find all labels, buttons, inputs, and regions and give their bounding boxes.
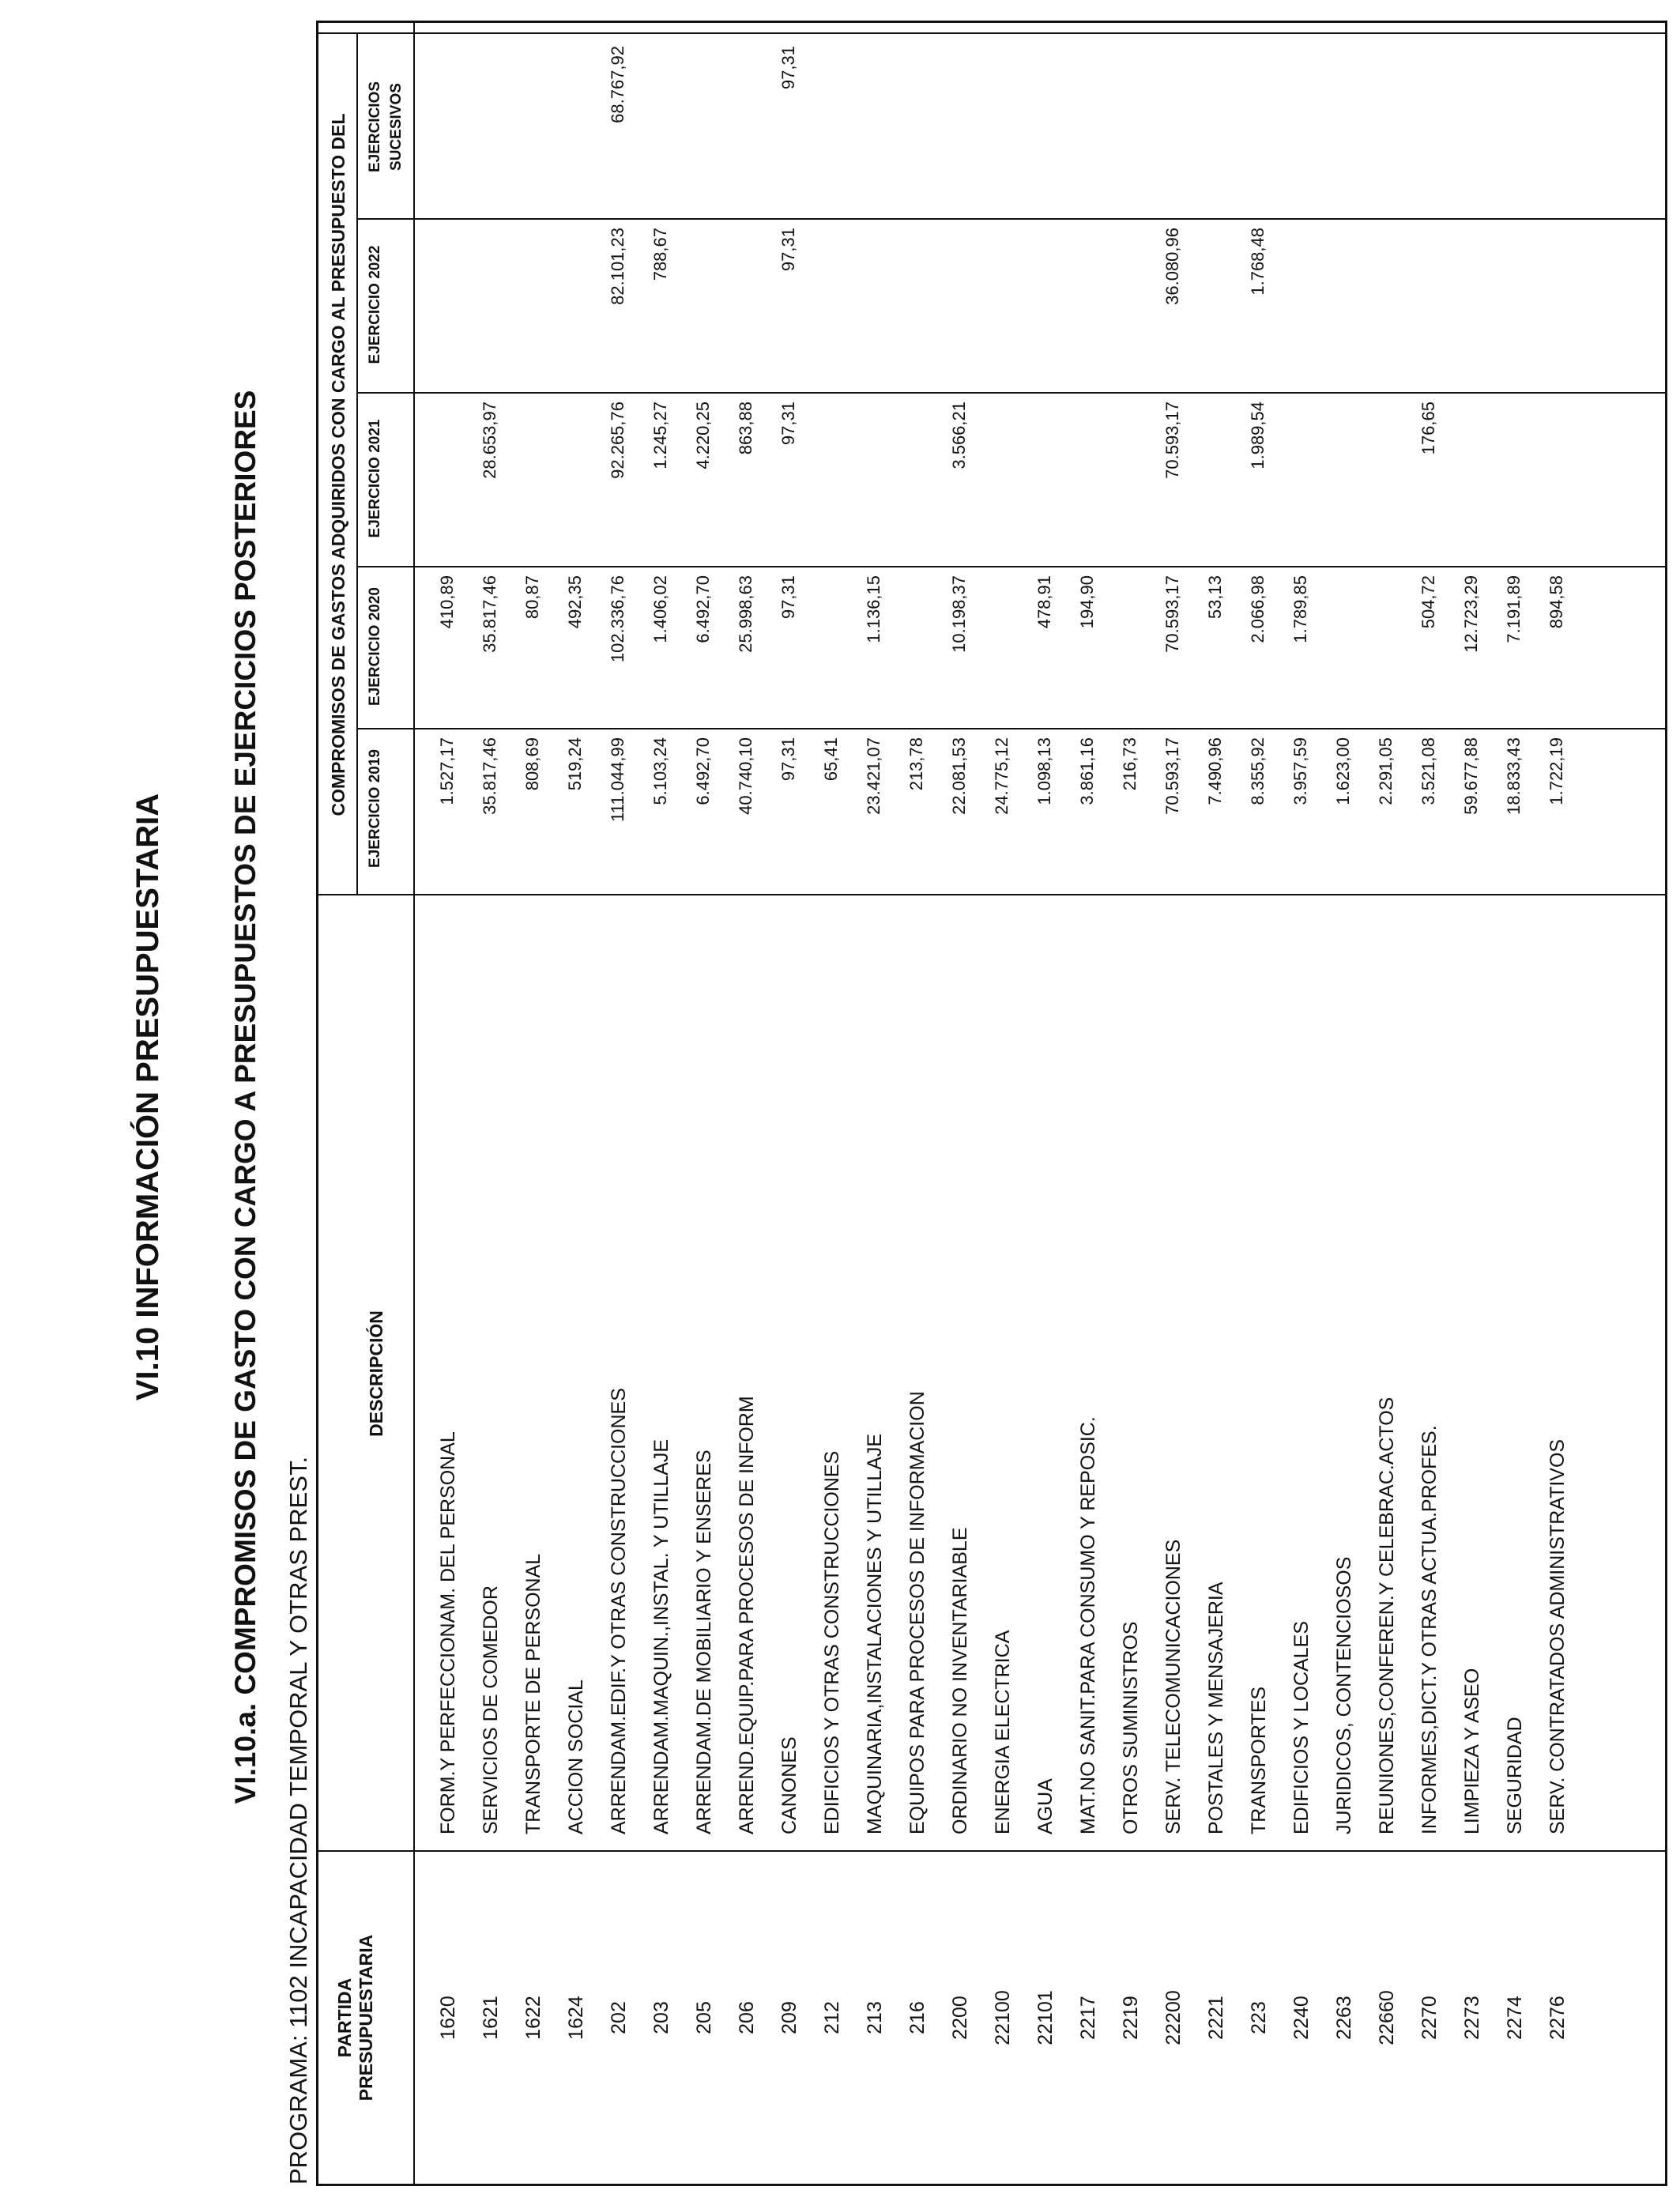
year-col-divider — [356, 218, 1665, 220]
program-label: PROGRAMA: 1102 INCAPACIDAD TEMPORAL Y OTRAS PREST. — [284, 1456, 312, 2185]
table-row — [1197, 18, 1236, 2184]
amount-e2020: 70.593,17 — [1162, 575, 1182, 653]
table-row — [1240, 18, 1279, 2184]
table-row — [1496, 18, 1535, 2184]
header-partida-line1: PARTIDA — [334, 1977, 355, 2058]
amount-e2020: 1.136,15 — [864, 575, 883, 643]
amount-e2020: 1.406,02 — [650, 575, 670, 643]
descripcion-cell: MAQUINARIA,INSTALACIONES Y UTILLAJE — [864, 1433, 886, 1834]
amount-e2019: 808,69 — [522, 737, 542, 791]
amount-e2021: 3.566,21 — [949, 401, 969, 469]
descripcion-cell: MAT.NO SANIT.PARA CONSUMO Y REPOSIC. — [1077, 1416, 1099, 1834]
amount-e2020: 504,72 — [1418, 575, 1438, 629]
descripcion-cell: INFORMES,DICT.Y OTRAS ACTUA.PROFES. — [1418, 1425, 1441, 1834]
amount-e2019: 97,31 — [778, 737, 798, 782]
amount-e2020: 80,87 — [522, 575, 542, 620]
header-bottom-line — [413, 23, 415, 2184]
amount-e2019: 216,73 — [1120, 737, 1139, 791]
page-title: VI.10 INFORMACIÓN PRESUPUESTARIA — [130, 793, 165, 1401]
partida-code: 22101 — [1034, 1990, 1057, 2045]
amount-e2021: 97,31 — [778, 401, 798, 446]
table-row — [1453, 18, 1492, 2184]
table-row — [642, 18, 681, 2184]
descripcion-cell: OTROS SUMINISTROS — [1120, 1621, 1142, 1834]
amount-e2019: 2.291,05 — [1376, 737, 1396, 805]
partida-code: 2217 — [1077, 1996, 1099, 2040]
amount-e2019: 70.593,17 — [1162, 737, 1182, 815]
partida-code: 206 — [736, 2001, 758, 2034]
table-row — [898, 18, 937, 2184]
partida-code: 22200 — [1162, 1990, 1185, 2045]
partida-code: 2219 — [1120, 1996, 1142, 2040]
table-row — [685, 18, 724, 2184]
amount-e2020: 410,89 — [437, 575, 457, 629]
year-col-divider — [356, 392, 1665, 394]
header-partida — [334, 1852, 377, 2184]
amount-e2019: 3.957,59 — [1290, 737, 1310, 805]
amount-suc: 97,31 — [778, 46, 798, 90]
partida-code: 1621 — [480, 1996, 502, 2040]
table-row — [941, 18, 980, 2184]
amount-e2019: 1.722,19 — [1546, 737, 1566, 805]
amount-e2021: 4.220,25 — [693, 401, 713, 469]
amount-e2019: 18.833,43 — [1504, 737, 1524, 815]
amount-e2019: 1.098,13 — [1034, 737, 1054, 805]
amount-e2019: 1.527,17 — [437, 737, 457, 805]
partida-code: 202 — [608, 2001, 630, 2034]
table-row — [984, 18, 1023, 2184]
partida-code: 209 — [778, 2001, 800, 2034]
amount-e2019: 8.355,92 — [1248, 737, 1268, 805]
descripcion-cell: ORDINARIO NO INVENTARIABLE — [949, 1527, 971, 1834]
header-descripcion: DESCRIPCIÓN — [366, 1310, 386, 1437]
amount-e2020: 894,58 — [1546, 575, 1566, 629]
amount-e2020: 102.336,76 — [608, 575, 627, 663]
table-row — [472, 18, 510, 2184]
amount-e2020: 194,90 — [1077, 575, 1097, 629]
descripcion-cell: EQUIPOS PARA PROCESOS DE INFORMACION — [906, 1391, 929, 1834]
partida-code: 2263 — [1333, 1996, 1355, 2040]
descripcion-cell: POSTALES Y MENSAJERIA — [1205, 1581, 1227, 1834]
partida-code: 22660 — [1376, 1990, 1398, 2045]
amount-e2022: 82.101,23 — [608, 228, 627, 305]
amount-e2019: 3.521,08 — [1418, 737, 1438, 805]
table-row — [813, 18, 852, 2184]
descripcion-cell: EDIFICIOS Y OTRAS CONSTRUCCIONES — [821, 1450, 843, 1834]
descripcion-cell: SERV. TELECOMUNICACIONES — [1162, 1539, 1185, 1834]
descripcion-cell: TRANSPORTES — [1248, 1686, 1270, 1834]
partida-code: 2273 — [1461, 1996, 1483, 2040]
partida-code: 203 — [650, 2001, 672, 2034]
descripcion-cell: ARRENDAM.DE MOBILIARIO Y ENSERES — [693, 1449, 715, 1834]
amount-e2019: 1.623,00 — [1333, 737, 1353, 805]
amount-e2019: 213,78 — [906, 737, 926, 791]
page-subtitle: VI.10.a. COMPROMISOS DE GASTO CON CARGO A PRESUPUESTOS DE EJERCICIOS POSTERIORES — [229, 390, 262, 1804]
header-sucesivos: EJERCICIOS SUCESIVOS — [367, 81, 405, 173]
header-divider — [356, 34, 358, 895]
amount-e2021: 1.245,27 — [650, 401, 670, 469]
descripcion-cell: TRANSPORTE DE PERSONAL — [522, 1553, 544, 1834]
header-ej2020: EJERCICIO 2020 — [367, 587, 383, 706]
amount-e2019: 111.044,99 — [608, 737, 627, 822]
partida-code: 1624 — [565, 1996, 587, 2040]
descripcion-cell: SEGURIDAD — [1504, 1717, 1526, 1834]
amount-e2022: 97,31 — [778, 228, 798, 272]
table-row — [514, 18, 553, 2184]
descripcion-cell: SERVICIOS DE COMEDOR — [480, 1585, 502, 1834]
descripcion-cell: ARRENDAM.EDIF.Y OTRAS CONSTRUCCIONES — [608, 1388, 630, 1834]
descripcion-cell: LIMPIEZA Y ASEO — [1461, 1668, 1483, 1834]
descripcion-cell: ENERGIA ELECTRICA — [992, 1630, 1014, 1834]
descripcion-cell: ARRENDAM.MAQUIN.,INSTAL. Y UTILLAJE — [650, 1438, 672, 1834]
table-row — [429, 18, 468, 2184]
partida-code: 1622 — [522, 1996, 544, 2040]
descripcion-cell: REUNIONES,CONFEREN.Y CELEBRAC.ACTOS — [1376, 1397, 1398, 1834]
table-row — [600, 18, 638, 2184]
header-ej2022: EJERCICIO 2022 — [367, 245, 383, 364]
amount-e2020: 492,35 — [565, 575, 585, 629]
amount-e2020: 2.066,98 — [1248, 575, 1268, 643]
descripcion-cell: CANONES — [778, 1736, 800, 1834]
amount-e2021: 70.593,17 — [1162, 401, 1182, 479]
amount-e2020: 35.817,46 — [480, 575, 499, 653]
amount-e2020: 97,31 — [778, 575, 798, 620]
table-row — [1155, 18, 1193, 2184]
descripcion-cell: ACCION SOCIAL — [565, 1679, 587, 1834]
partida-code: 205 — [693, 2001, 715, 2034]
amount-e2020: 12.723,29 — [1461, 575, 1481, 653]
partida-code: 2276 — [1546, 1996, 1569, 2040]
amount-e2022: 788,67 — [650, 228, 670, 281]
table-row — [1283, 18, 1321, 2184]
amount-e2019: 65,41 — [821, 737, 841, 782]
header-ej2019: EJERCICIO 2019 — [367, 749, 383, 868]
amount-suc: 68.767,92 — [608, 46, 627, 123]
header-partida-line2: PRESUPUESTARIA — [356, 1934, 376, 2102]
partida-code: 1620 — [437, 1996, 459, 2040]
table-row — [1368, 18, 1407, 2184]
partida-code: 2240 — [1290, 1996, 1313, 2040]
amount-e2019: 7.490,96 — [1205, 737, 1225, 805]
partida-code: 2274 — [1504, 1996, 1526, 2040]
descripcion-cell: EDIFICIOS Y LOCALES — [1290, 1620, 1313, 1834]
header-ej2021: EJERCICIO 2021 — [367, 419, 383, 538]
amount-e2020: 7.191,89 — [1504, 575, 1524, 643]
table-row — [1026, 18, 1065, 2184]
amount-e2019: 5.103,24 — [650, 737, 670, 805]
amount-e2020: 478,91 — [1034, 575, 1054, 629]
table-row — [770, 18, 809, 2184]
descripcion-cell: JURIDICOS, CONTENCIOSOS — [1333, 1556, 1355, 1834]
table-row — [1411, 18, 1449, 2184]
partida-code: 2270 — [1418, 1996, 1441, 2040]
amount-e2020: 1.789,85 — [1290, 575, 1310, 643]
table-row — [1069, 18, 1108, 2184]
amount-e2019: 59.677,88 — [1461, 737, 1481, 815]
partida-code: 223 — [1248, 2001, 1270, 2034]
partida-code: 213 — [864, 2001, 886, 2034]
amount-e2021: 863,88 — [736, 401, 755, 455]
table-row — [1539, 18, 1577, 2184]
budget-table — [316, 21, 1667, 2186]
descripcion-cell: SERV. CONTRATADOS ADMINISTRATIVOS — [1546, 1438, 1569, 1834]
amount-e2019: 6.492,70 — [693, 737, 713, 805]
amount-e2019: 40.740,10 — [736, 737, 755, 815]
partida-code: 216 — [906, 2001, 929, 2034]
amount-e2019: 23.421,07 — [864, 737, 883, 815]
amount-e2019: 22.081,53 — [949, 737, 969, 815]
partida-code: 212 — [821, 2001, 843, 2034]
amount-e2021: 28.653,97 — [480, 401, 499, 479]
year-col-divider — [356, 728, 1665, 729]
header-compromisos: COMPROMISOS DE GASTOS ADQUIRIDOS CON CARGO AL PRESUPUESTO DEL — [328, 113, 348, 816]
amount-e2022: 1.768,48 — [1248, 228, 1268, 296]
descripcion-cell: AGUA — [1034, 1778, 1057, 1834]
amount-e2019: 35.817,46 — [480, 737, 499, 815]
amount-e2019: 519,24 — [565, 737, 585, 791]
amount-e2021: 92.265,76 — [608, 401, 627, 479]
amount-e2019: 24.775,12 — [992, 737, 1011, 815]
year-col-divider — [356, 566, 1665, 567]
table-row — [728, 18, 767, 2184]
table-row — [557, 18, 596, 2184]
amount-e2021: 176,65 — [1418, 401, 1438, 455]
amount-e2020: 10.198,37 — [949, 575, 969, 653]
amount-e2022: 36.080,96 — [1162, 228, 1182, 305]
amount-e2020: 25.998,63 — [736, 575, 755, 653]
amount-e2020: 53,13 — [1205, 575, 1225, 620]
descripcion-cell: FORM.Y PERFECCIONAM. DEL PERSONAL — [437, 1431, 459, 1834]
table-row — [1112, 18, 1151, 2184]
amount-e2020: 6.492,70 — [693, 575, 713, 643]
table-row — [856, 18, 895, 2184]
descripcion-cell: ARREND.EQUIP.PARA PROCESOS DE INFORM — [736, 1396, 758, 1834]
partida-code: 2221 — [1205, 1996, 1227, 2040]
table-row — [1325, 18, 1364, 2184]
partida-code: 2200 — [949, 1996, 971, 2040]
partida-code: 22100 — [992, 1990, 1014, 2045]
amount-e2019: 3.861,16 — [1077, 737, 1097, 805]
amount-e2021: 1.989,54 — [1248, 401, 1268, 469]
